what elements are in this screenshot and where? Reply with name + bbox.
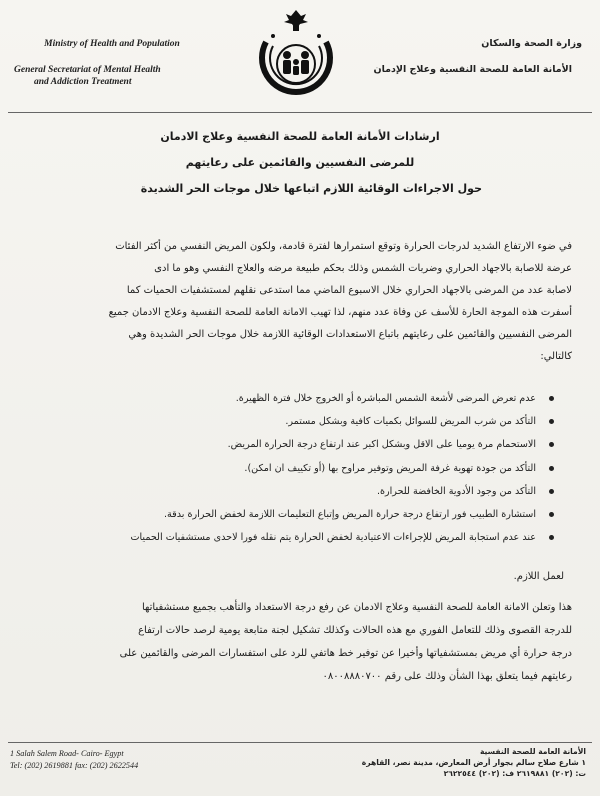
footer-divider xyxy=(8,742,592,743)
bullet-icon xyxy=(549,512,554,517)
secretariat-name-en-line2: and Addiction Treatment xyxy=(34,77,132,87)
title-line-1: ارشادات الأمانة العامة للصحة النفسية وعلاج الادمان xyxy=(160,130,440,143)
intro-line: في ضوء الارتفاع الشديد لدرجات الحرارة وتوقع استمرارها لفترة قادمة، ولكون المريض النفسي من أكثر الفئات xyxy=(115,241,572,252)
header-english xyxy=(12,38,212,88)
list-item-text: التأكد من وجود الأدوية الخافضة للحرارة. xyxy=(376,485,536,497)
list-item xyxy=(40,503,554,526)
intro-line: المرضى النفسيين والقائمين على رعايتهم باتباع الاستعدادات الوقائية اللازمة خلال موجات الحر الشديدة وهي xyxy=(128,329,572,340)
bullet-icon xyxy=(549,442,554,447)
ministry-logo-emblem xyxy=(246,6,346,106)
list-item xyxy=(40,457,554,480)
list-item xyxy=(40,387,554,410)
bullet-icon xyxy=(549,396,554,401)
list-item xyxy=(40,433,554,456)
footer-phone-fax-ar: ت: (٢٠٢) ٢٦١٩٨٨١ ف: (٢٠٢) ٢٦٢٢٥٤٤ xyxy=(443,769,586,778)
list-item xyxy=(40,526,554,549)
list-item-text: الاستحمام مرة يوميا على الاقل وبشكل اكبر عند ارتفاع درجة الحرارة المريض. xyxy=(227,439,536,451)
intro-line: أسفرت هذه الموجة الحارة للأسف عن وفاة عدد منهم، لذا تهيب الامانة العامة للصحة النفسية وعلاج الادمان جميع xyxy=(108,307,572,318)
bullet-icon xyxy=(549,466,554,471)
title-line-3: حول الاجراءات الوقائية اللازم اتباعها خلال موجات الحر الشديدة xyxy=(140,182,482,195)
list-item-text: عند عدم استجابة المريض للإجراءات الاعتيادية لخفض الحرارة يتم نقله فورا لاحدى مستشفيات الحميات xyxy=(130,532,536,544)
title-line-2: للمرضى النفسيين والقائمين على رعايتهم xyxy=(185,156,415,169)
intro-line: عرضة للاصابة بالاجهاد الحراري وضربات الشمس وذلك بحكم طبيعة مرضه والعلاج النفسي وهو ما ادى xyxy=(154,263,572,274)
list-item xyxy=(40,410,554,433)
footer-arabic xyxy=(326,746,586,779)
intro-line: لاصابة عدد من المرضى بالاجهاد الحراري خلال الاسبوع الماضي مما استدعى نقلهم لمستشفيات الحميات كما xyxy=(126,285,572,296)
bullet-icon xyxy=(549,419,554,424)
footer-org-ar: الأمانة العامة للصحة النفسية xyxy=(479,747,586,756)
secretariat-name-en-line1: General Secretariat of Mental Health xyxy=(14,65,161,75)
footer-phone-fax-en: Tel: (202) 2619881 fax: (202) 2622544 xyxy=(10,761,139,770)
footer-address-en: 1 Salah Salem Road- Cairo- Egypt xyxy=(10,749,124,758)
ministry-name-en: Ministry of Health and Population xyxy=(44,39,180,49)
footer-english xyxy=(10,748,210,772)
document-titles xyxy=(40,124,560,202)
closing-line: هذا وتعلن الامانة العامة للصحة النفسية وعلاج الادمان عن رفع درجة الاستعداد والتأهب بجميع مستشفياتها xyxy=(141,602,572,613)
bullet-continuation: لعمل اللازم. xyxy=(513,571,564,582)
closing-line: درجة حرارة أي مريض بمستشفياتها وأخيرا عن توفير خط هاتفي للرد على استفسارات المرضى والقائمين على xyxy=(119,648,572,659)
intro-paragraph xyxy=(16,236,572,368)
secretariat-name-ar: الأمانة العامة للصحة النفسية وعلاج الإدمان xyxy=(373,64,572,75)
header-arabic xyxy=(362,36,582,78)
bullet-icon xyxy=(549,489,554,494)
list-item-text: التأكد من شرب المريض للسوائل بكميات كافية وبشكل مستمر. xyxy=(285,416,536,428)
intro-line: كالتالي: xyxy=(540,351,572,362)
header-divider xyxy=(8,112,592,113)
list-item-text: التأكد من جودة تهوية غرفة المريض وتوفير مراوح بها (أو تكييف ان امكن). xyxy=(244,462,536,474)
footer-address-ar: ١ شارع صلاح سالم بجوار أرض المعارض، مدينة نصر، القاهرة xyxy=(361,758,586,767)
list-item-text: استشارة الطبيب فور ارتفاع درجة حرارة المريض وإتباع التعليمات اللازمة لخفض الحرارة بدقة. xyxy=(163,508,536,520)
closing-paragraph xyxy=(16,596,572,688)
bullet-icon xyxy=(549,535,554,540)
closing-line: رعايتهم فيما يتعلق بهذا الشأن وذلك على رقم ٠٨٠٠٨٨٨٠٧٠٠ xyxy=(322,671,572,682)
list-item-text: عدم تعرض المرضى لأشعة الشمس المباشرة أو الخروج خلال فترة الظهيرة. xyxy=(235,393,536,404)
list-item xyxy=(40,480,554,503)
precautions-list xyxy=(40,387,554,549)
ministry-name-ar: وزارة الصحة والسكان xyxy=(481,38,582,49)
closing-line: للدرجة القصوى وذلك للتعامل الفوري مع هذه الحالات وكذلك تشكيل لجنة متابعة يومية لرصد حالات ارتفاع xyxy=(138,625,572,636)
